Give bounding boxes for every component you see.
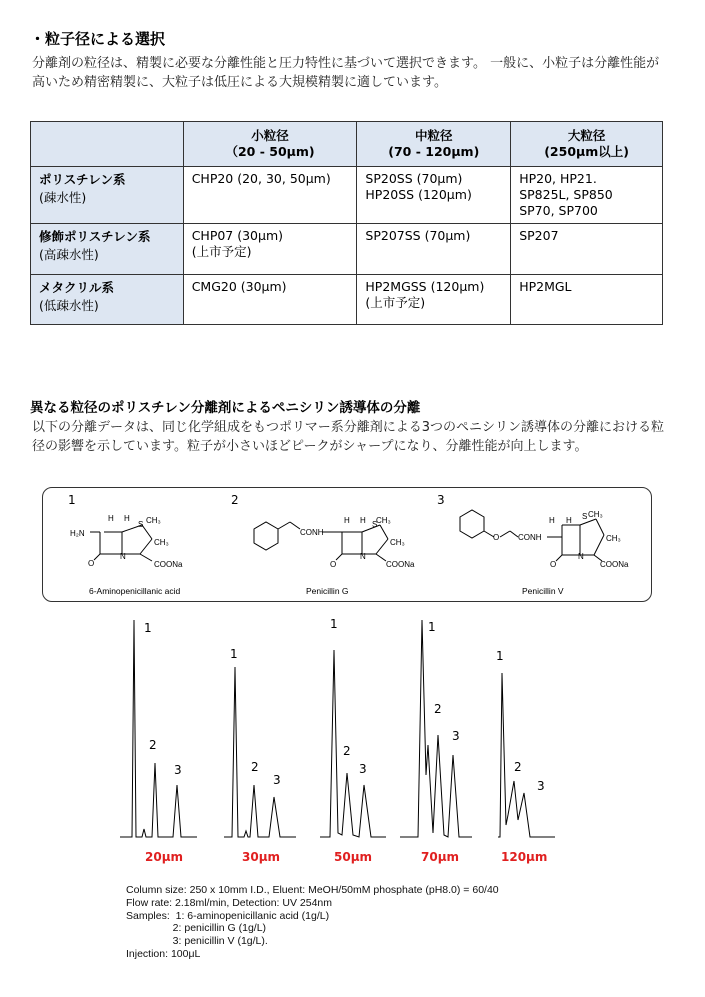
chem-label: COONa xyxy=(386,560,415,569)
table-cell: CHP20 (20, 30, 50μm) xyxy=(183,167,357,224)
table-header-row xyxy=(31,122,663,167)
table-header-cell: 中粒径 (70 - 120μm) xyxy=(357,122,511,167)
chem-label: CONH xyxy=(518,533,542,542)
particle-size-label: 50μm xyxy=(334,850,373,864)
peak-label: 3 xyxy=(452,729,460,743)
chem-label: COONa xyxy=(154,560,183,569)
structure-caption: Penicillin G xyxy=(306,586,349,596)
chem-label: N xyxy=(578,552,584,561)
table-cell: SP207 xyxy=(511,224,663,275)
section-paragraph: 分離剤の粒径は、精製に必要な分離性能と圧力特性に基づいて選択できます。 一般に、小粒子は分離性能が高いため精密精製に、大粒子は低圧による大規模精製に適しています。 xyxy=(32,56,660,90)
chromatogram-traces xyxy=(0,615,705,845)
chem-label: H xyxy=(124,514,130,523)
row-header: ポリスチレン系 (疎水性) xyxy=(31,167,184,224)
table-header-cell: 小粒径 （20 - 50μm) xyxy=(183,122,357,167)
peak-label: 1 xyxy=(330,617,338,631)
peak-label: 1 xyxy=(230,647,238,661)
structure-number: 2 xyxy=(231,493,239,507)
chem-label: H xyxy=(549,516,555,525)
particle-size-label: 120μm xyxy=(501,850,548,864)
table-row xyxy=(31,224,663,275)
particle-size-label: 30μm xyxy=(242,850,281,864)
chem-label: S xyxy=(372,520,378,529)
chem-label: N xyxy=(120,552,126,561)
chromatogram-50um xyxy=(320,650,386,837)
peak-label: 1 xyxy=(144,621,152,635)
chem-label: O xyxy=(330,560,337,569)
peak-label: 3 xyxy=(174,763,182,777)
chem-label: O xyxy=(550,560,557,569)
chem-label: S xyxy=(138,520,144,529)
chem-label: CH₃ xyxy=(390,538,405,547)
chem-label: COONa xyxy=(600,560,629,569)
peak-label: 1 xyxy=(428,620,436,634)
structure-caption: 6-Aminopenicillanic acid xyxy=(89,586,181,596)
condition-line: 3: penicillin V (1g/L). xyxy=(126,935,268,948)
chem-label: O xyxy=(88,559,95,568)
row-header: 修飾ポリスチレン系 (高疎水性) xyxy=(31,224,184,275)
row-header: メタクリル系 (低疎水性) xyxy=(31,275,184,325)
peak-label: 2 xyxy=(251,760,259,774)
table-header-cell xyxy=(31,122,184,167)
chem-label: CH₃ xyxy=(588,510,603,519)
table-cell: HP2MGSS (120μm) (上市予定) xyxy=(357,275,511,325)
chem-label: H xyxy=(360,516,366,525)
chem-label: CH₃ xyxy=(376,516,391,525)
peak-label: 2 xyxy=(343,744,351,758)
condition-line: Column size: 250 x 10mm I.D., Eluent: MeOH/50mM phosphate (pH8.0) = 60/40 xyxy=(126,884,499,896)
chem-label: CONH xyxy=(300,528,324,537)
table-header-cell: 大粒径 (250μm以上) xyxy=(511,122,663,167)
structure-number: 3 xyxy=(437,493,445,507)
condition-line: 2: penicillin G (1g/L) xyxy=(126,922,267,935)
chem-label: N xyxy=(360,552,366,561)
chem-label: H xyxy=(108,514,114,523)
section2-title: 異なる粒径のポリスチレン分離剤によるペニシリン誘導体の分離 xyxy=(30,400,421,416)
chromatogram-120um xyxy=(498,673,555,837)
particle-size-label: 20μm xyxy=(145,850,184,864)
chromatogram-20um xyxy=(120,620,197,837)
table-cell: SP20SS (70μm) HP20SS (120μm) xyxy=(357,167,511,224)
table-cell: HP20, HP21. SP825L, SP850 SP70, SP700 xyxy=(511,167,663,224)
table-row xyxy=(31,167,663,224)
condition-line: Injection: 100μL xyxy=(126,947,201,960)
peak-label: 3 xyxy=(359,762,367,776)
peak-label: 3 xyxy=(273,773,281,787)
particle-size-table xyxy=(30,121,663,325)
condition-line: Flow rate: 2.18ml/min, Detection: UV 254nm xyxy=(126,896,333,909)
experimental-conditions xyxy=(126,884,499,961)
peak-label: 2 xyxy=(514,760,522,774)
chem-label: H₂N xyxy=(70,529,85,538)
chem-label: H xyxy=(566,516,572,525)
chem-label: CH₃ xyxy=(606,534,621,543)
table-cell: CMG20 (30μm) xyxy=(183,275,357,325)
table-row xyxy=(31,275,663,325)
particle-size-label: 70μm xyxy=(421,850,460,864)
chromatogram-30um xyxy=(224,667,296,837)
peak-label: 2 xyxy=(149,738,157,752)
peak-label: 1 xyxy=(496,649,504,663)
chem-label: O xyxy=(493,533,500,542)
table-cell: SP207SS (70μm) xyxy=(357,224,511,275)
chem-label: H xyxy=(344,516,350,525)
section2-paragraph: 以下の分離データは、同じ化学組成をもつポリマー系分離剤による3つのペニシリン誘導体の分離における粒径の影響を示しています。粒子が小さいほどピークがシャープになり、分離性能が向上します。 xyxy=(32,420,665,454)
section-title: ・粒子径による選択 xyxy=(30,30,166,48)
chromatogram-70um xyxy=(400,620,472,837)
table-cell: CHP07 (30μm) (上市予定) xyxy=(183,224,357,275)
table-cell: HP2MGL xyxy=(511,275,663,325)
chem-label: CH₃ xyxy=(146,516,161,525)
peak-label: 3 xyxy=(537,779,545,793)
structure-caption: Penicillin V xyxy=(522,586,564,596)
chem-label: CH₃ xyxy=(154,538,169,547)
chem-label: S xyxy=(582,512,588,521)
condition-line: Samples: 1: 6-aminopenicillanic acid (1g/L) xyxy=(126,909,330,922)
peak-label: 2 xyxy=(434,702,442,716)
structure-number: 1 xyxy=(68,493,76,507)
